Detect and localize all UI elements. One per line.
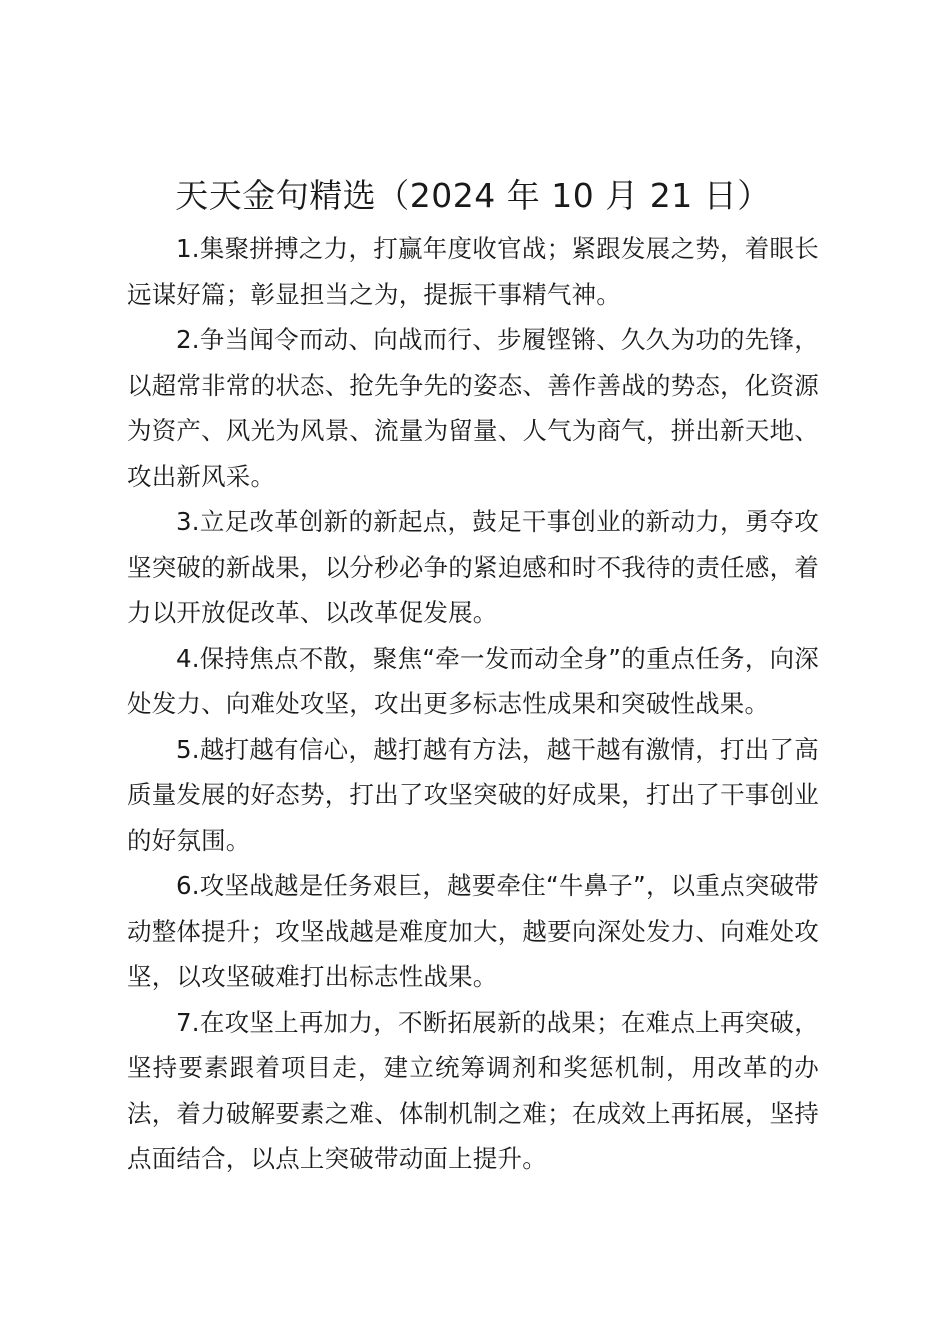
paragraph-1: 1.集聚拼搏之力，打赢年度收官战；紧跟发展之势，着眼长远谋好篇；彰显担当之为，提振干事精气神。 (127, 234, 819, 309)
paragraph-4: 4.保持焦点不散，聚焦“牵一发而动全身”的重点任务，向深处发力、向难处攻坚，攻出更多标志性成果和突破性战果。 (127, 643, 819, 718)
document-page (127, 168, 819, 1182)
document-title: 天天金句精选（2024 年 10 月 21 日） (175, 176, 771, 215)
paragraph-3: 3.立足改革创新的新起点，鼓足干事创业的新动力，勇夺攻坚突破的新战果，以分秒必争的紧迫感和时不我待的责任感，着力以开放促改革、以改革促发展。 (127, 507, 819, 627)
paragraph-2: 2.争当闻令而动、向战而行、步履铿锵、久久为功的先锋，以超常非常的状态、抢先争先的姿态、善作善战的势态，化资源为资产、风光为风景、流量为留量、人气为商气，拼出新天地、攻出新风采。 (127, 325, 819, 491)
paragraph-7: 7.在攻坚上再加力，不断拓展新的战果；在难点上再突破，坚持要素跟着项目走，建立统筹调剂和奖惩机制，用改革的办法，着力破解要素之难、体制机制之难；在成效上再拓展，坚持点面结合，以点上突破带动面上提升。 (127, 1007, 819, 1173)
paragraph-5: 5.越打越有信心，越打越有方法，越干越有激情，打出了高质量发展的好态势，打出了攻坚突破的好成果，打出了干事创业的好氛围。 (127, 734, 819, 855)
paragraph-6: 6.攻坚战越是任务艰巨，越要牵住“牛鼻子”，以重点突破带动整体提升；攻坚战越是难度加大，越要向深处发力、向难处攻坚，以攻坚破难打出标志性战果。 (127, 871, 819, 991)
